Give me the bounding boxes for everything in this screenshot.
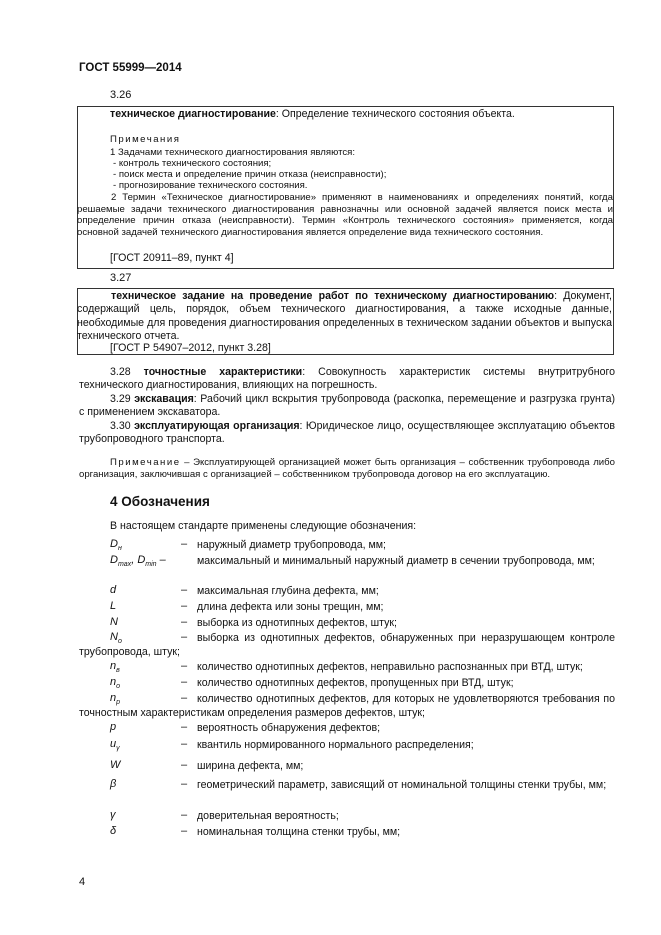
symbol-dash: – [181, 759, 188, 771]
section-title: 4 Обозначения [110, 494, 210, 509]
symbol-base: γ [110, 809, 116, 821]
symbol-subscript: max [117, 561, 132, 569]
term-definition [77, 290, 612, 344]
symbol-row [79, 616, 615, 632]
symbol-base: p [110, 721, 117, 733]
note-text: – Эксплуатирующей организацией может быть организация – собственник трубопровода либо организация, заключившая с организацией – собственником трубопровода договор на его эксплуатацию. [79, 457, 615, 480]
symbol [110, 721, 116, 733]
term-title: техническое диагностирование [110, 108, 276, 120]
term-box-3-26 [77, 106, 614, 269]
symbol-dash: – [181, 538, 188, 550]
note-3-30 [79, 457, 615, 480]
divider [77, 268, 614, 269]
symbol [110, 600, 116, 612]
term-source: [ГОСТ 20911–89, пункт 4] [110, 252, 234, 264]
symbol-base: n [110, 692, 117, 704]
symbol-definition: выборка из однотипных дефектов, штук; [197, 617, 397, 629]
symbol-dash: – [181, 660, 188, 672]
symbol-row [79, 538, 615, 554]
symbol-definition: ширина дефекта, мм; [197, 760, 304, 772]
symbol [110, 738, 120, 752]
term-3-28 [79, 366, 615, 393]
symbol-dash: – [181, 676, 188, 688]
note1-item: - контроль технического состояния; [113, 158, 272, 169]
symbol-dash: – [181, 738, 188, 750]
symbol-subscript: γ [116, 745, 120, 753]
symbol-base: N [110, 616, 118, 628]
term-text: : Определение технического состояния объекта. [275, 108, 515, 120]
symbol-base: D [110, 538, 118, 550]
symbol-definition: количество однотипных дефектов, пропущенных при ВТД, штук; [197, 677, 514, 689]
term-number: 3.26 [110, 89, 132, 101]
symbol-row [79, 759, 615, 775]
term-text: : Рабочий цикл вскрытия трубопровода (раскопка, перемещение и разгрузка грунта) с применением экскаватора. [79, 393, 615, 419]
symbol-definition: количество однотипных дефектов, для которых не удовлетворяются требования по точностным характеристикам определения размеров дефектов, штук; [79, 693, 615, 719]
term-text: : Совокупность характеристик системы внутритрубного технического диагностирования, влияющих на погрешность. [79, 366, 615, 392]
symbol-definition: количество однотипных дефектов, неправильно распознанных при ВТД, штук; [197, 661, 583, 673]
symbol-definition: максимальный и минимальный наружный диаметр в сечении трубопровода, мм; [197, 555, 595, 567]
symbol-row [79, 631, 615, 661]
symbol-subscript: р [116, 699, 121, 707]
term-number: 3.27 [110, 272, 132, 284]
symbol-base: W [110, 759, 121, 771]
symbol-subscript: н [117, 545, 122, 553]
term-title: эксплуатирующая организация [134, 420, 300, 432]
symbol-dash: – [181, 825, 188, 837]
symbol-subscript: о [117, 638, 122, 646]
symbol-dash: – [181, 616, 188, 628]
term-title: точностные характеристики [143, 366, 303, 378]
document-header: ГОСТ 55999—2014 [79, 62, 182, 74]
symbol-row [79, 692, 615, 722]
symbol [110, 825, 116, 837]
term-text: : Документ, содержащий цель, порядок, объем технического диагностирования, а также исходные данные, необходимые для проведения диагностирования определенных в техническом задании объектов и выпуска технического отчета. [77, 290, 612, 343]
term-number: 3.28 [110, 366, 131, 378]
term-text: : Юридическое лицо, осуществляющее эксплуатацию объектов трубопроводного транспорта. [79, 420, 615, 446]
symbol [110, 584, 116, 596]
symbol [110, 660, 120, 674]
symbol-row [79, 660, 615, 676]
term-definition [110, 108, 610, 121]
symbol-base: N [110, 631, 118, 643]
symbol: $D_{max}$, $D_{min}$ – [110, 554, 166, 569]
symbol-base: D [110, 554, 118, 566]
symbol-base: D [137, 554, 146, 566]
note2: 2 Термин «Техническое диагностирование» применяют в наименованиях и определениях понятий, когда решаемые задачи технического диагностирования равнозначны или основной задачей является поиск места и определение причин отказа (неисправности). Термин «Контроль технического состояния» применяется, когда основной задачей технического диагностирования является определение вида технического состояния. [77, 192, 613, 238]
symbol-definition: длина дефекта или зоны трещин, мм; [197, 601, 384, 613]
notes-title: Примечания [110, 134, 181, 145]
symbol-dash: – [181, 721, 188, 733]
symbol-definition: квантиль нормированного нормального распределения; [197, 739, 474, 751]
symbol-subscript: min [145, 561, 157, 569]
symbol-definition: доверительная вероятность; [197, 810, 339, 822]
symbol-dash: – [159, 554, 166, 566]
symbol-row [79, 600, 615, 616]
symbol [110, 759, 120, 771]
symbol-dash: – [181, 692, 188, 704]
symbol-dash: – [181, 778, 188, 790]
term-source: [ГОСТ Р 54907–2012, пункт 3.28] [110, 342, 271, 354]
term-3-30 [79, 420, 615, 447]
term-number: 3.29 [110, 393, 131, 405]
symbol-base: β [110, 778, 117, 790]
term-number: 3.30 [110, 420, 131, 432]
symbol-subscript: в [116, 667, 120, 675]
symbol-definition: вероятность обнаружения дефектов; [197, 722, 381, 734]
symbol-definition: максимальная глубина дефекта, мм; [197, 585, 379, 597]
symbol [110, 538, 122, 552]
symbol-dash: – [181, 631, 188, 643]
symbol [110, 676, 120, 690]
page-number: 4 [79, 876, 86, 888]
symbol-row [79, 554, 615, 584]
note1-item: - поиск места и определение причин отказа (неисправности); [113, 169, 387, 180]
symbol-base: n [110, 676, 117, 688]
term-3-29 [79, 393, 615, 420]
symbol-row [79, 738, 615, 754]
symbol-base: δ [110, 825, 117, 837]
symbol-subscript: о [116, 683, 121, 691]
symbol-dash: – [181, 600, 188, 612]
symbol [110, 809, 116, 821]
term-title: экскавация [134, 393, 194, 405]
symbol-row [79, 721, 615, 737]
symbol [110, 616, 118, 628]
symbol-base: u [110, 738, 117, 750]
symbol-row [79, 676, 615, 692]
symbol-row [79, 809, 615, 825]
note-label: Примечание [110, 457, 181, 468]
symbol-definition: геометрический параметр, зависящий от номинальной толщины стенки трубы, мм; [197, 779, 607, 791]
note1-intro: 1 Задачами технического диагностирования являются: [110, 147, 356, 158]
symbol-row [79, 584, 615, 600]
section-intro: В настоящем стандарте применены следующие обозначения: [110, 520, 417, 532]
symbol-dash: – [181, 584, 188, 596]
symbol-dash: – [181, 809, 188, 821]
symbol-row [79, 778, 615, 808]
symbol-base: n [110, 660, 117, 672]
symbol-definition: номинальная толщина стенки трубы, мм; [197, 826, 401, 838]
symbol-definition: выборка из однотипных дефектов, обнаруженных при неразрушающем контроле трубопровода, штук; [79, 632, 615, 658]
symbol-base: d [110, 584, 117, 596]
term-box-3-27 [77, 288, 614, 355]
symbol-base: L [110, 600, 117, 612]
note1-item: - прогнозирование технического состояния. [113, 180, 308, 191]
symbol-row [79, 825, 615, 841]
symbol-definition: наружный диаметр трубопровода, мм; [197, 539, 387, 551]
term-title: техническое задание на проведение работ по техническому диагностированию [111, 290, 555, 302]
